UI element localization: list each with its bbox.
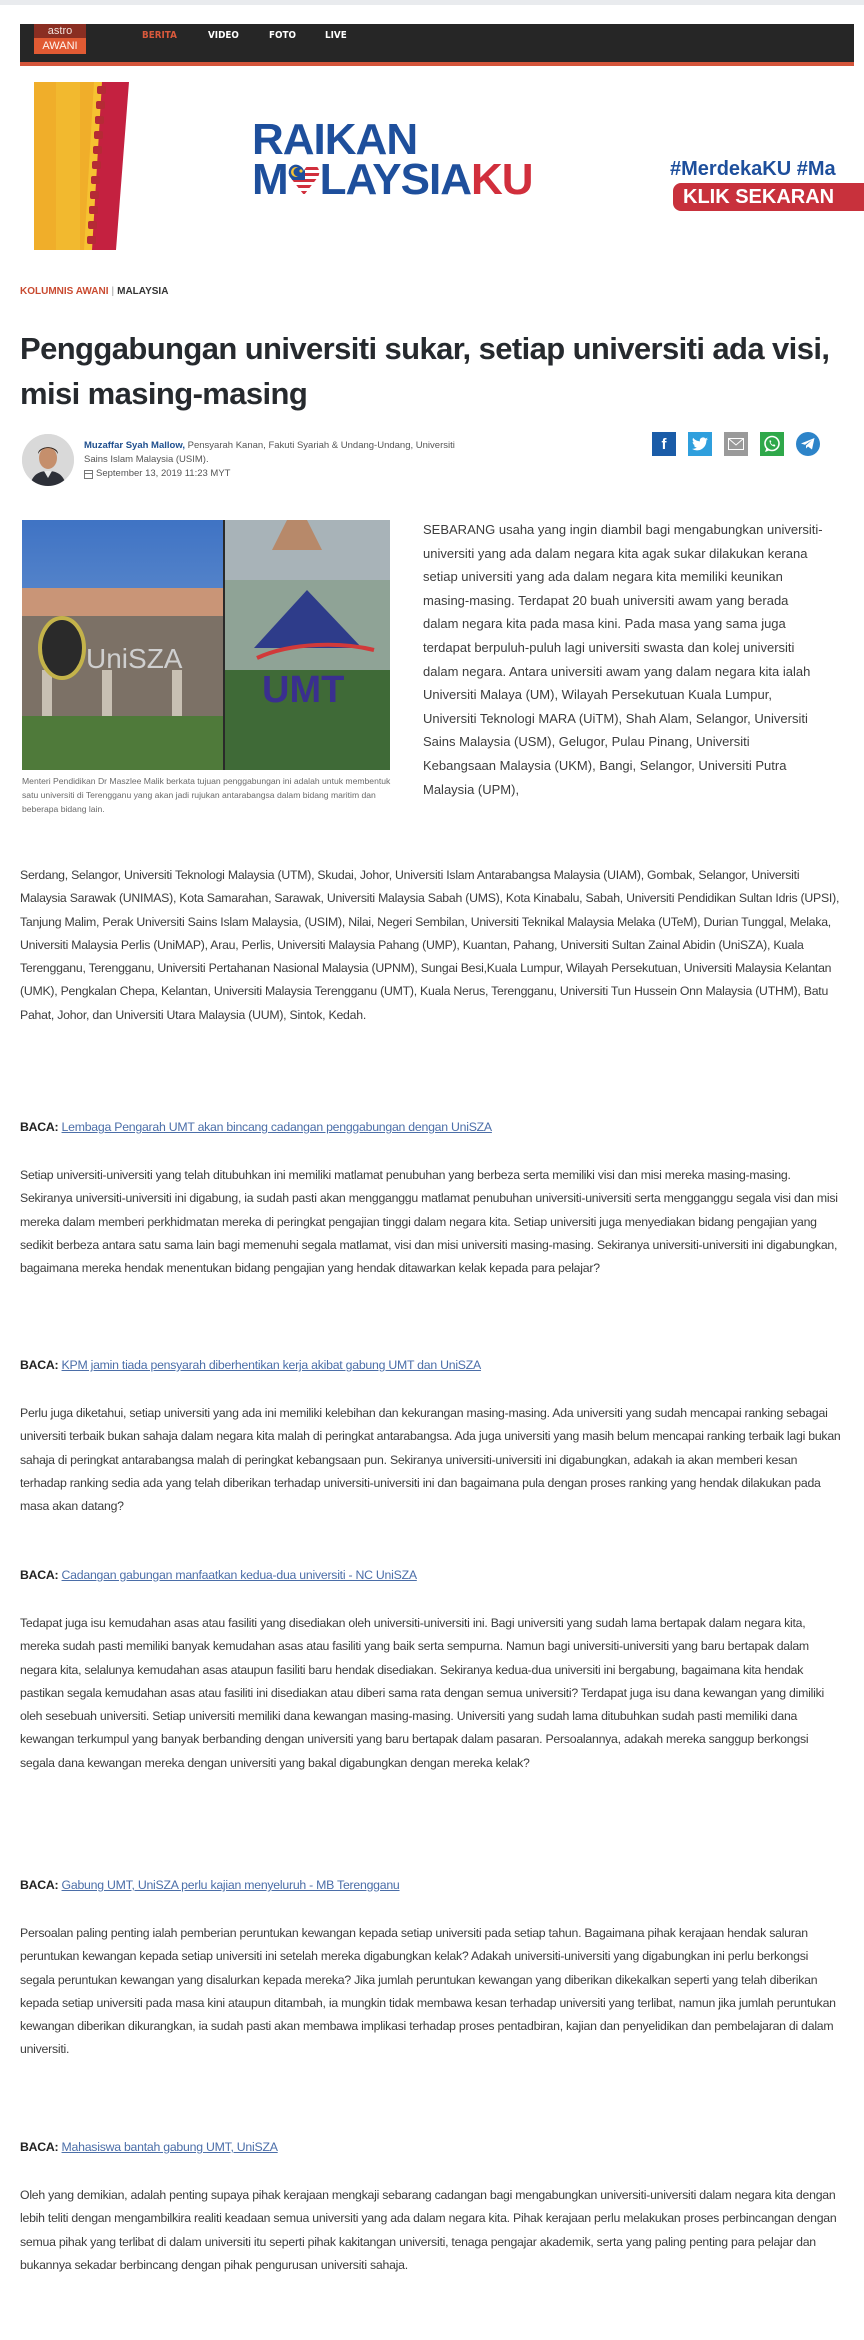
author-name[interactable]: Muzaffar Syah Mallow, xyxy=(84,440,185,451)
banner-cta-button[interactable]: KLIK SEKARAN xyxy=(673,183,864,211)
author-info xyxy=(84,439,554,481)
banner-title-line2 xyxy=(252,155,533,204)
baca-label: BACA: xyxy=(20,1358,59,1372)
related-article xyxy=(20,1878,400,1892)
astro-awani-logo[interactable] xyxy=(34,24,86,54)
author-role: Pensyarah Kanan, Fakuti Syariah & Undang-Undang, Universiti xyxy=(185,440,455,451)
whatsapp-icon xyxy=(763,435,781,453)
unisza-logo-text: UniSZA xyxy=(86,643,183,674)
umt-logo-text: UMT xyxy=(262,669,345,711)
breadcrumb xyxy=(20,286,168,297)
baca-label: BACA: xyxy=(20,1120,59,1134)
film-strip-graphic xyxy=(34,82,129,250)
intro-paragraph: SEBARANG usaha yang ingin diambil bagi mengabungkan universiti-universiti yang ada dalam negara kita agak sukar dilakukan kerana setiap universiti yang ada dalam negara kita memiliki keunikan masing-masing. Terdapat 20 buah universiti awam yang berada dalam negara kita pada masa kini. Pada masa yang sama juga terdapat berpuluh-puluh lagi universiti swasta dan kolej universiti dalam negara. Antara universiti awam yang dalam negara kita ialah Universiti Malaya (UM), Wilayah Persekutuan Kuala Lumpur, Universiti Teknologi MARA (UiTM), Shah Alam, Selangor, Universiti Sains Malaysia (USM), Gelugor, Pulau Pinang, Universiti Kebangsaan Malaysia (UKM), Bangi, Selangor, Universiti Putra Malaysia (UPM), xyxy=(423,522,823,797)
nav-item-video[interactable]: VIDEO xyxy=(207,30,239,41)
breadcrumb-separator: | xyxy=(111,286,115,297)
whatsapp-share-button[interactable] xyxy=(760,432,784,456)
body-paragraph: Oleh yang demikian, adalah penting supaya pihak kerajaan mengkaji sebarang cadangan bagi mengabungkan universiti-universiti dalam negara kita dengan lebih teliti dengan mengambilkira realiti keadaan semua universiti yang ada dalam negara kita. Pihak kerajaan perlu melakukan proses perbincangan dengan semua pihak yang terlibat di dalam universiti itu seperti pihak kakitangan universiti, tenaga pengajar akademik, serta yang paling penting para pelajar dan bukannya sekadar berbincang dengan pihak pengurusan universiti sahaja. xyxy=(20,2188,837,2272)
nav-menu xyxy=(142,30,376,41)
email-icon xyxy=(728,438,744,450)
baca-label: BACA: xyxy=(20,1568,59,1582)
publish-date: September 13, 2019 11:23 MYT xyxy=(96,468,231,479)
telegram-icon xyxy=(801,438,815,450)
banner-title xyxy=(252,115,533,204)
banner-hashtag: #MerdekaKU #Ma xyxy=(670,158,836,180)
related-link[interactable]: Lembaga Pengarah UMT akan bincang cadangan penggabungan dengan UniSZA xyxy=(61,1120,492,1134)
nav-item-foto[interactable]: FOTO xyxy=(268,30,296,41)
baca-label: BACA: xyxy=(20,2140,59,2154)
related-article xyxy=(20,1358,481,1372)
university-merger-photo xyxy=(22,520,390,770)
logo-astro-text: astro xyxy=(34,24,86,38)
publish-date-row xyxy=(84,467,554,481)
browser-top-strip xyxy=(0,0,864,5)
top-navbar xyxy=(20,24,854,66)
logo-awani-text: AWANI xyxy=(34,38,86,54)
author-avatar xyxy=(22,434,74,486)
baca-label: BACA: xyxy=(20,1878,59,1892)
related-link[interactable]: Mahasiswa bantah gabung UMT, UniSZA xyxy=(61,2140,278,2154)
related-link[interactable]: Cadangan gabungan manfaatkan kedua-dua universiti - NC UniSZA xyxy=(61,1568,417,1582)
telegram-share-button[interactable] xyxy=(796,432,820,456)
related-link[interactable]: Gabung UMT, UniSZA perlu kajian menyeluruh - MB Terengganu xyxy=(61,1878,400,1892)
author-photo xyxy=(22,434,74,486)
facebook-share-button[interactable] xyxy=(652,432,676,456)
nav-item-berita[interactable]: BERITA xyxy=(142,30,177,41)
category-link[interactable]: KOLUMNIS AWANI xyxy=(20,286,109,297)
related-article xyxy=(20,2140,278,2154)
body-paragraph: Setiap universiti-universiti yang telah ditubuhkan ini memiliki matlamat penubuhan yang berbeza serta memiliki visi dan misi mereka masing-masing. Sekiranya universiti-universiti ini digabung, ia sudah pasti akan mengganggu matlamat penubuhan universiti-universiti serta mengganggu segala visi dan misi mereka dalam memberi perkhidmatan mereka di peringkat pengajian tinggi dalam negara kita. Setiap universiti juga menyediakan bidang pengajian yang sedikit berbeza antara satu sama lain bagi memenuhi segala matlamat, visi dan misi universiti masing-masing. Sekiranya universiti-universiti ini digabungkan, bagaimana mereka hendak menentukan bidang pengajian yang hendak ditawarkan kelak kepada para pelajar? xyxy=(20,1168,838,1276)
author-role-cont: Sains Islam Malaysia (USIM). xyxy=(84,454,209,465)
banner-title-line1: RAIKAN xyxy=(252,115,418,164)
share-bar xyxy=(652,432,820,456)
intro-paragraph-continued: Serdang, Selangor, Universiti Teknologi Malaysia (UTM), Skudai, Johor, Universiti Islam Antarabangsa Malaysia (UIAM), Gombak, Selangor, Universiti Malaysia Sarawak (UNIMAS), Kota Samarahan, Sarawak, Universiti Malaysia Sabah (UMS), Kota Kinabalu, Sabah, Universiti Pendidikan Sultan Idris (UPSI), Tanjung Malim, Perak Universiti Sains Islam Malaysia, (USIM), Nilai, Negeri Sembilan, Universiti Teknikal Malaysia Melaka (UTeM), Durian Tunggal, Melaka, Universiti Malaysia Perlis (UniMAP), Arau, Perlis, Universiti Malaysia Pahang (UMP), Kuantan, Pahang, Universiti Sultan Zainal Abidin (UniSZA), Kuala Terengganu, Terengganu, Universiti Pertahanan Nasional Malaysia (UPNM), Sungai Besi,Kuala Lumpur, Wilayah Persekutuan, Universiti Malaysia Kelantan (UMK), Pengkalan Chepa, Kelantan, Universiti Malaysia Terengganu (UMT), Kuala Nerus, Terengganu, Universiti Tun Hussein Onn Malaysia (UTHM), Batu Pahat, Johor, dan Universiti Utara Malaysia (UUM), Sintok, Kedah. xyxy=(20,868,840,1022)
related-article xyxy=(20,1568,417,1582)
body-paragraph: Tedapat juga isu kemudahan asas atau fasiliti yang disediakan oleh universiti-universiti ini. Bagi universiti yang sudah lama bertapak dalam negara kita, mereka sudah pasti memiliki banyak kemudahan asas atau fasiliti yang baik serta sempurna. Namun bagi universiti-universiti yang baru bertapak dalam negara kita, selalunya kemudahan asas ataupun fasiliti baru hendak disediakan. Sekiranya kedua-dua universiti ini bergabung, bagaimana kita hendak pastikan segala kemudahan asas atau fasiliti ini disediakan atau diberi sama rata dengan semua universiti? Terdapat juga isu dana kewangan yang dimiliki oleh sesebuah universiti. Setiap universiti memiliki dana kewangan masing-masing. Universiti yang sudah lama ditubuhkan sudah pasti memiliki dana kewangan terkumpul yang banyak berbanding dengan universiti yang baru bertapak dalam pasaran. Persoalannya, adakah mereka sanggup berkongsi segala dana kewangan mereka dengan universiti yang bakal digabungkan dengan mereka kelak? xyxy=(20,1616,824,1770)
related-link[interactable]: KPM jamin tiada pensyarah diberhentikan kerja akibat gabung UMT dan UniSZA xyxy=(61,1358,481,1372)
banner-title-laysia: LAYSIA xyxy=(319,155,471,204)
banner-title-ku: KU xyxy=(470,155,533,204)
email-share-button[interactable] xyxy=(724,432,748,456)
ad-banner[interactable] xyxy=(20,82,864,250)
article-title: Penggabungan universiti sukar, setiap universiti ada visi, misi masing-masing xyxy=(20,331,830,411)
twitter-icon xyxy=(692,437,708,451)
article-image xyxy=(22,520,390,770)
banner-title-m: M xyxy=(252,155,288,204)
body-paragraph: Persoalan paling penting ialah pemberian peruntukan kewangan kepada setiap universiti pada setiap tahun. Bagaimana pihak kerajaan hendak saluran peruntukan kewangan kepada setiap universiti ini setelah mereka digabungkan kelak? Adakah universiti-universiti yang digabungkan ini perlu berkongsi segala peruntukan kewangan yang disalurkan kepada mereka? Jika jumlah peruntukan kewangan yang diberikan dikekalkan seperti yang telah diberikan kepada setiap universiti pada masa kini ataupun ditambah, ia mungkin tidak membawa kesan terhadap universiti yang terlibat, namun jika jumlah peruntukan kewangan diberikan dikurangkan, ia sudah pasti akan membawa implikasi terhadap proses pentadbiran, kajian dan penyelidikan dan pembelajaran di dalam universiti. xyxy=(20,1926,836,2057)
image-caption: Menteri Pendidikan Dr Maszlee Malik berkata tujuan penggabungan ini adalah untuk membentuk satu universiti di Terengganu yang akan jadi rujukan antarabangsa dalam bidang maritim dan beberapa bidang lain. xyxy=(22,776,391,814)
malaysia-flag-heart-icon xyxy=(288,163,320,197)
calendar-icon xyxy=(84,470,93,479)
section-link[interactable]: MALAYSIA xyxy=(117,286,169,297)
facebook-icon: f xyxy=(661,435,667,453)
body-paragraph: Perlu juga diketahui, setiap universiti yang ada ini memiliki kelebihan dan kekurangan masing-masing. Ada universiti yang sudah mencapai ranking sebagai universiti terbaik bukan sahaja dalam negara kita malah di peringkat antarabangsa. Ada juga universiti yang masih belum mencapai ranking terbaik lagi bukan sahaja di peringkat antarabangsa malah di peringkat kebangsaan pun. Sekiranya universiti-universiti ini digabungkan, adakah ia akan memberi kesan terhadap ranking sedia ada yang telah diberikan terhadap universiti-universiti ini dan bagaimana pula dengan proses ranking yang hendak dilakukan pada masa akan datang? xyxy=(20,1406,841,1514)
related-article xyxy=(20,1120,492,1134)
nav-item-live[interactable]: LIVE xyxy=(325,30,348,41)
twitter-share-button[interactable] xyxy=(688,432,712,456)
